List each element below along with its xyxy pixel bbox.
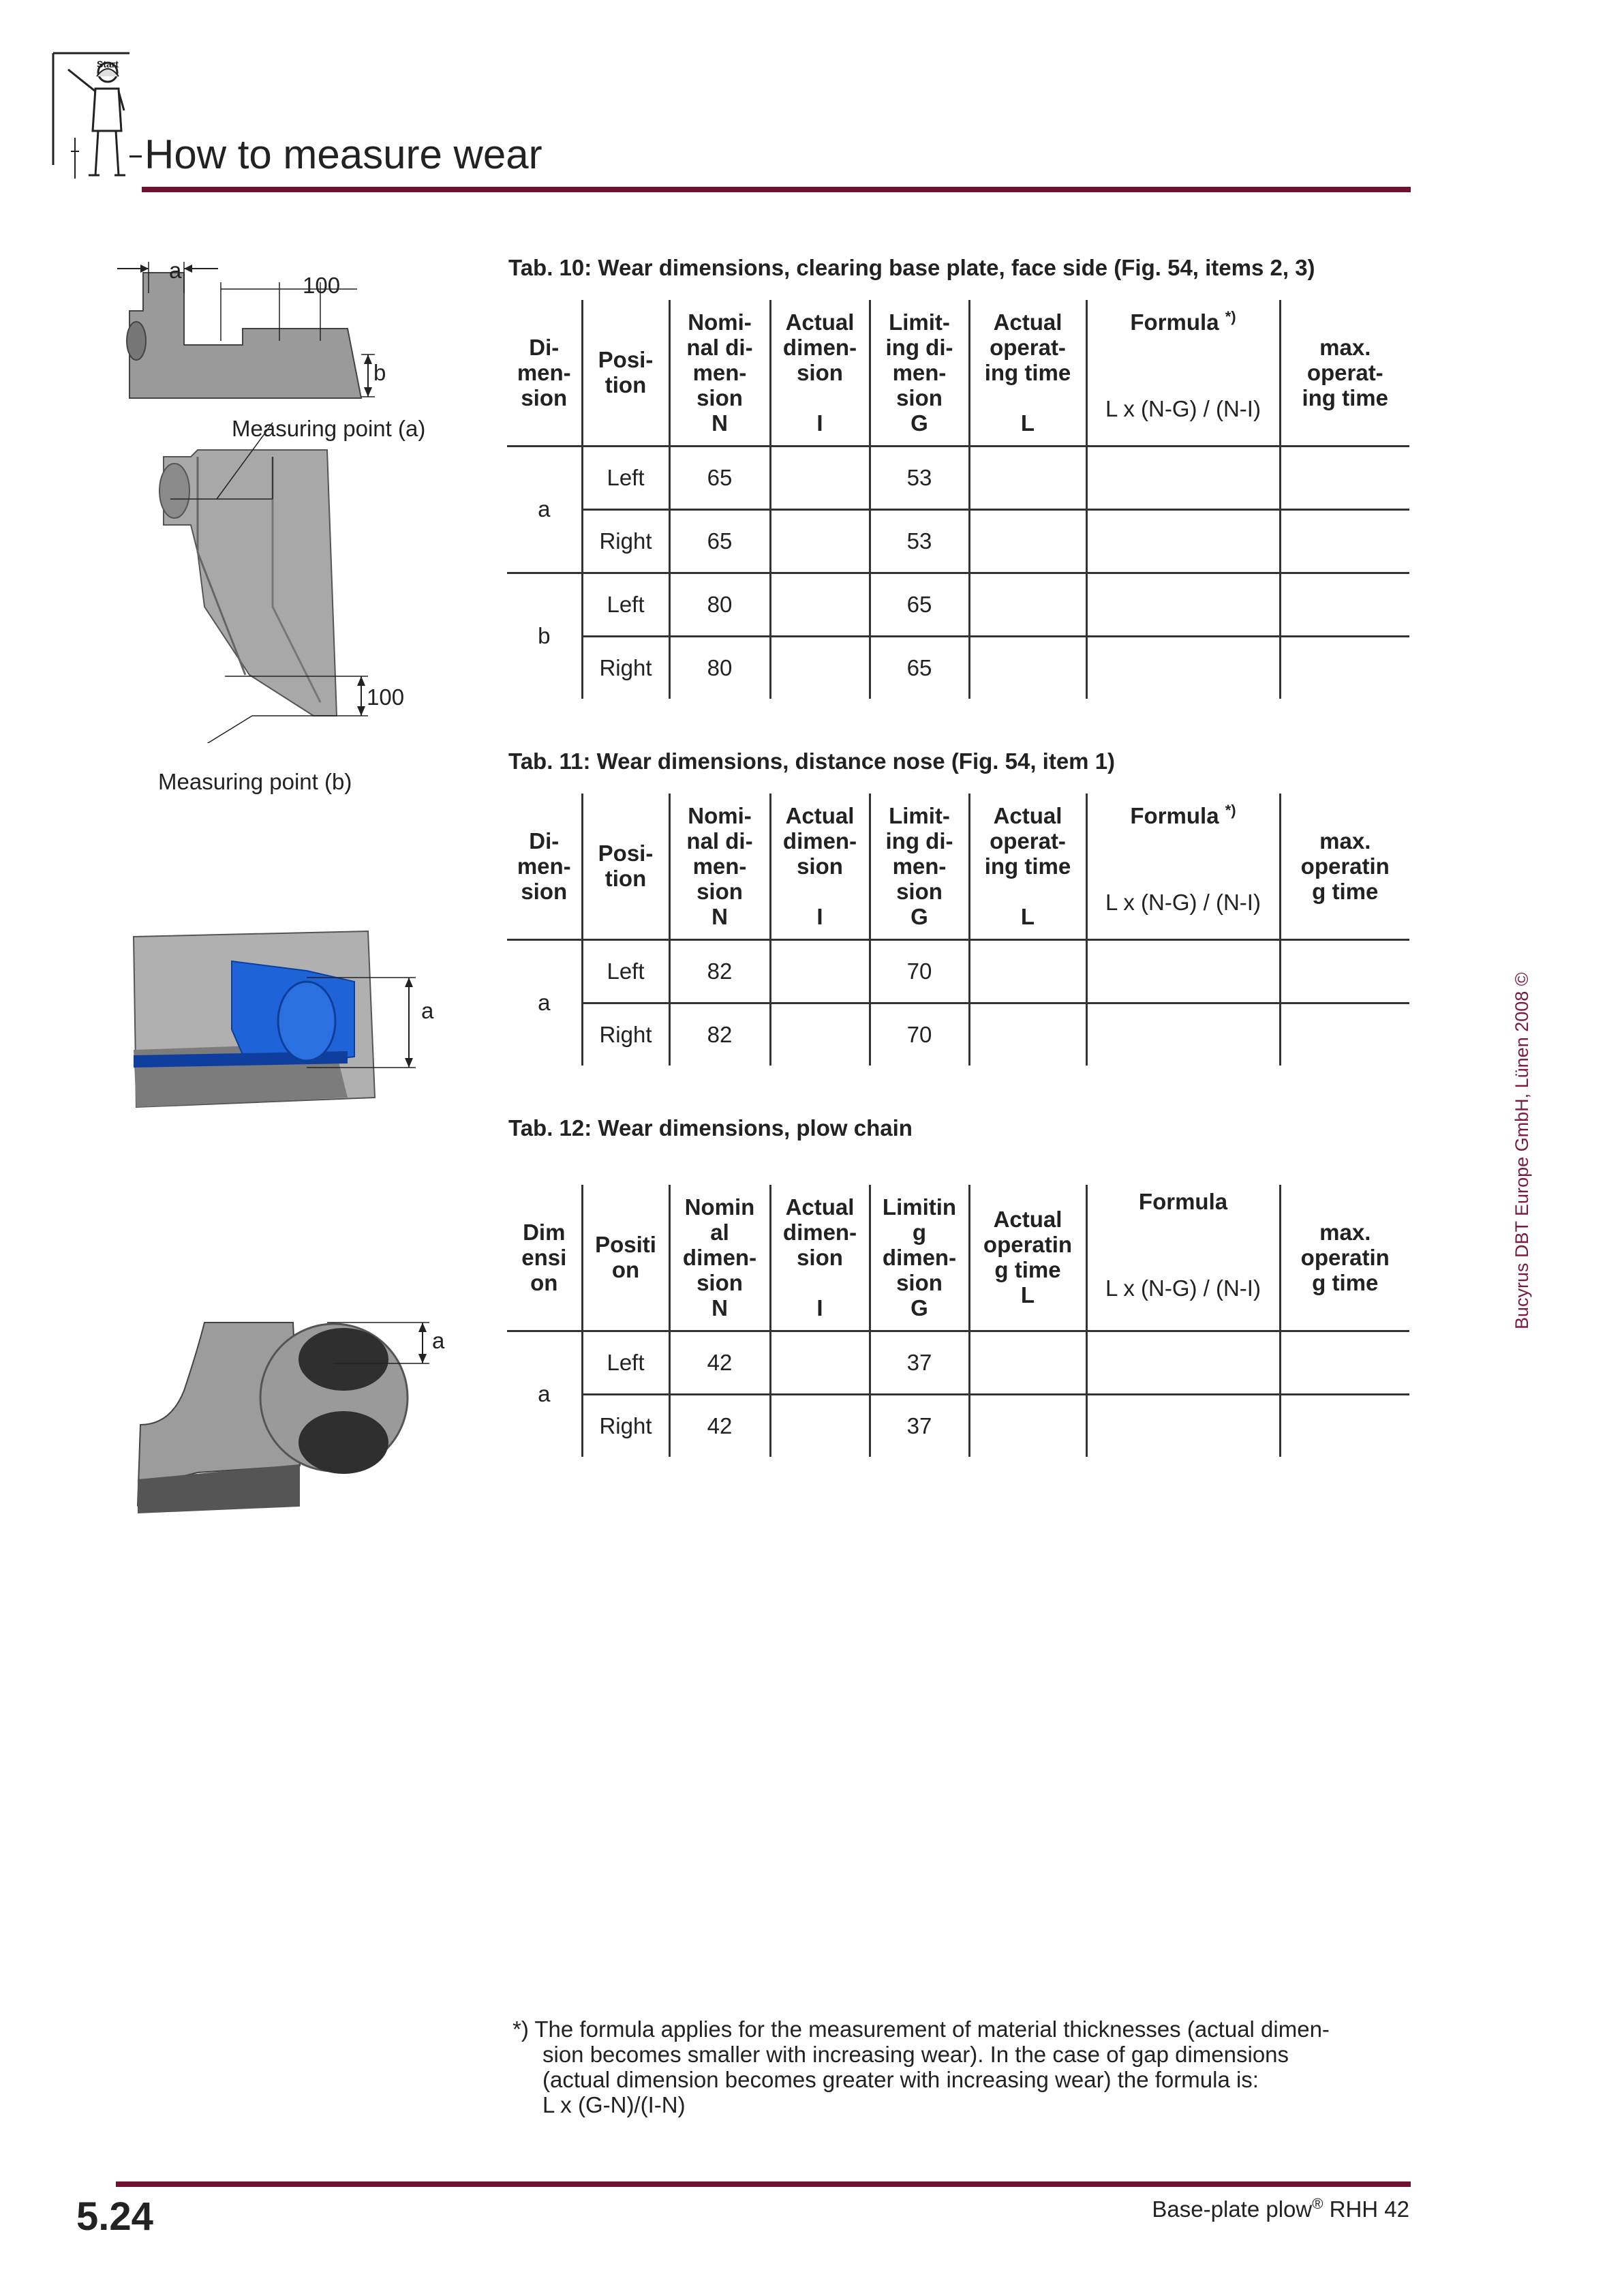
footnote-line-4: L x (G-N)/(I-N) <box>542 2092 686 2117</box>
copyright-text: Bucyrus DBT Europe GmbH, Lünen 2008 <box>1512 991 1532 1329</box>
actual-dimension-cell <box>770 939 870 1003</box>
header-dimension: Dim ensi on <box>507 1185 582 1331</box>
actual-time-cell <box>969 446 1086 509</box>
max-time-cell <box>1280 1003 1409 1066</box>
table10-caption: Tab. 10: Wear dimensions, clearing base plate, face side (Fig. 54, items 2, 3) <box>508 255 1315 280</box>
table12 <box>507 1185 1409 1457</box>
actual-time-cell <box>969 1394 1086 1457</box>
product-label: Base-plate plow <box>1152 2196 1313 2222</box>
header-max-time: max. operatin g time <box>1280 1185 1409 1331</box>
header-actual-time: Actual operatin g time L <box>969 1185 1086 1331</box>
limiting-cell: 37 <box>870 1331 969 1394</box>
product-model: RHH 42 <box>1329 2196 1409 2222</box>
table-row <box>507 573 1409 636</box>
footnote-line-3: (actual dimension becomes greater with increasing wear) the formula is: <box>542 2067 1259 2092</box>
actual-time-cell <box>969 1331 1086 1394</box>
formula-cell <box>1086 636 1280 699</box>
actual-time-cell <box>969 939 1086 1003</box>
measuring-point-b-label: Measuring point (b) <box>158 769 352 794</box>
header-nominal: Nomi- nal di- men- sion N <box>669 794 770 939</box>
position-cell: Left <box>582 1331 669 1394</box>
fig1-label-100-side: 100 <box>367 684 405 710</box>
table10-header-row <box>507 300 1409 446</box>
footnote-line-1: *) The formula applies for the measurement of material thicknesses (actual dimen- <box>512 2016 1330 2042</box>
limiting-cell: 70 <box>870 1003 969 1066</box>
table12-header-row <box>507 1185 1409 1331</box>
actual-dimension-cell <box>770 636 870 699</box>
table11-header-row <box>507 794 1409 939</box>
actual-dimension-cell <box>770 573 870 636</box>
header-actual-time: Actual operat- ing time L <box>969 300 1086 446</box>
position-cell: Right <box>582 1394 669 1457</box>
header-actual-dimension: Actual dimen- sion I <box>770 794 870 939</box>
header-limiting: Limit- ing di- men- sion G <box>870 794 969 939</box>
header-formula: Formula *) L x (N-G) / (N-I) <box>1086 300 1280 446</box>
limiting-cell: 65 <box>870 636 969 699</box>
actual-dimension-cell <box>770 1331 870 1394</box>
dimension-cell: a <box>538 990 551 1015</box>
formula-cell <box>1086 1394 1280 1457</box>
formula-cell <box>1086 939 1280 1003</box>
formula-cell <box>1086 446 1280 509</box>
max-time-cell <box>1280 446 1409 509</box>
nominal-cell: 82 <box>669 1003 770 1066</box>
header-formula: Formula *) L x (N-G) / (N-I) <box>1086 794 1280 939</box>
nominal-cell: 82 <box>669 939 770 1003</box>
position-cell: Right <box>582 509 669 573</box>
max-time-cell <box>1280 939 1409 1003</box>
fig1-label-b: b <box>373 360 386 385</box>
figure-plow-chain <box>129 1309 457 1513</box>
position-cell: Right <box>582 636 669 699</box>
base-plate-drawing-icon <box>116 252 470 743</box>
actual-time-cell <box>969 636 1086 699</box>
header-rule <box>142 187 1411 192</box>
nominal-cell: 42 <box>669 1331 770 1394</box>
nominal-cell: 42 <box>669 1394 770 1457</box>
header-position: Posi- tion <box>582 300 669 446</box>
formula-cell <box>1086 1331 1280 1394</box>
copyright-notice <box>1512 972 1533 1329</box>
figure-clearing-base-plate <box>116 252 470 794</box>
actual-dimension-cell <box>770 509 870 573</box>
formula-cell <box>1086 573 1280 636</box>
actual-time-cell <box>969 573 1086 636</box>
dimension-cell: b <box>538 623 551 648</box>
fig3-label-a: a <box>432 1328 445 1353</box>
limiting-cell: 70 <box>870 939 969 1003</box>
header-formula: Formula L x (N-G) / (N-I) <box>1086 1185 1280 1331</box>
table-row <box>507 1394 1409 1457</box>
table10 <box>507 300 1409 699</box>
header-nominal: Nomin al dimen- sion N <box>669 1185 770 1331</box>
table-row <box>507 939 1409 1003</box>
header-actual-dimension: Actual dimen- sion I <box>770 1185 870 1331</box>
table-row <box>507 1003 1409 1066</box>
table-row <box>507 446 1409 509</box>
actual-dimension-cell <box>770 1003 870 1066</box>
header-position: Posi- tion <box>582 794 669 939</box>
nominal-cell: 65 <box>669 446 770 509</box>
actual-dimension-cell <box>770 1394 870 1457</box>
actual-time-cell <box>969 509 1086 573</box>
limiting-cell: 53 <box>870 509 969 573</box>
formula-cell <box>1086 509 1280 573</box>
header-max-time: max. operatin g time <box>1280 794 1409 939</box>
footnote <box>512 2016 1412 2117</box>
product-name <box>1152 2195 1409 2222</box>
fig1-label-100-top: 100 <box>303 273 341 298</box>
max-time-cell <box>1280 509 1409 573</box>
actual-dimension-cell <box>770 446 870 509</box>
distance-nose-drawing-icon <box>129 927 457 1118</box>
nominal-cell: 80 <box>669 573 770 636</box>
actual-time-cell <box>969 1003 1086 1066</box>
position-cell: Right <box>582 1003 669 1066</box>
table11-caption: Tab. 11: Wear dimensions, distance nose (Fig. 54, item 1) <box>508 749 1116 774</box>
max-time-cell <box>1280 636 1409 699</box>
dimension-cell: a <box>507 446 582 573</box>
table-row <box>507 509 1409 573</box>
limiting-cell: 53 <box>870 446 969 509</box>
table-row <box>507 1331 1409 1394</box>
fig2-label-a: a <box>421 998 434 1023</box>
registered-mark: ® <box>1312 2195 1323 2212</box>
figure-distance-nose <box>129 927 457 1118</box>
measuring-point-a-label: Measuring point (a) <box>232 416 426 441</box>
header-limiting: Limitin g dimen- sion G <box>870 1185 969 1331</box>
copyright-symbol: © <box>1512 972 1532 986</box>
table-row <box>507 636 1409 699</box>
header-dimension: Di- men- sion <box>507 300 582 446</box>
page-number: 5.24 <box>76 2194 153 2239</box>
header-rule-short <box>129 155 142 157</box>
max-time-cell <box>1280 1394 1409 1457</box>
dimension-cell: a <box>538 1381 551 1406</box>
header-dimension: Di- men- sion <box>507 794 582 939</box>
plow-chain-drawing-icon <box>129 1309 457 1513</box>
table12-caption: Tab. 12: Wear dimensions, plow chain <box>508 1115 913 1141</box>
logo-text: Start <box>97 59 119 70</box>
max-time-cell <box>1280 1331 1409 1394</box>
header-position: Positi on <box>582 1185 669 1331</box>
nominal-cell: 65 <box>669 509 770 573</box>
limiting-cell: 37 <box>870 1394 969 1457</box>
footer-rule <box>116 2181 1411 2187</box>
start-logo <box>48 49 136 185</box>
position-cell: Left <box>582 573 669 636</box>
page-title: How to measure wear <box>144 132 542 177</box>
header-actual-time: Actual operat- ing time L <box>969 794 1086 939</box>
worker-logo-icon <box>48 49 136 185</box>
formula-cell <box>1086 1003 1280 1066</box>
limiting-cell: 65 <box>870 573 969 636</box>
position-cell: Left <box>582 939 669 1003</box>
nominal-cell: 80 <box>669 636 770 699</box>
header-limiting: Limit- ing di- men- sion G <box>870 300 969 446</box>
table11 <box>507 794 1409 1066</box>
fig1-label-a: a <box>169 258 182 283</box>
header-actual-dimension: Actual dimen- sion I <box>770 300 870 446</box>
header-nominal: Nomi- nal di- men- sion N <box>669 300 770 446</box>
footnote-line-2: sion becomes smaller with increasing wear). In the case of gap dimensions <box>542 2042 1289 2067</box>
max-time-cell <box>1280 573 1409 636</box>
header-max-time: max. operat- ing time <box>1280 300 1409 446</box>
position-cell: Left <box>582 446 669 509</box>
